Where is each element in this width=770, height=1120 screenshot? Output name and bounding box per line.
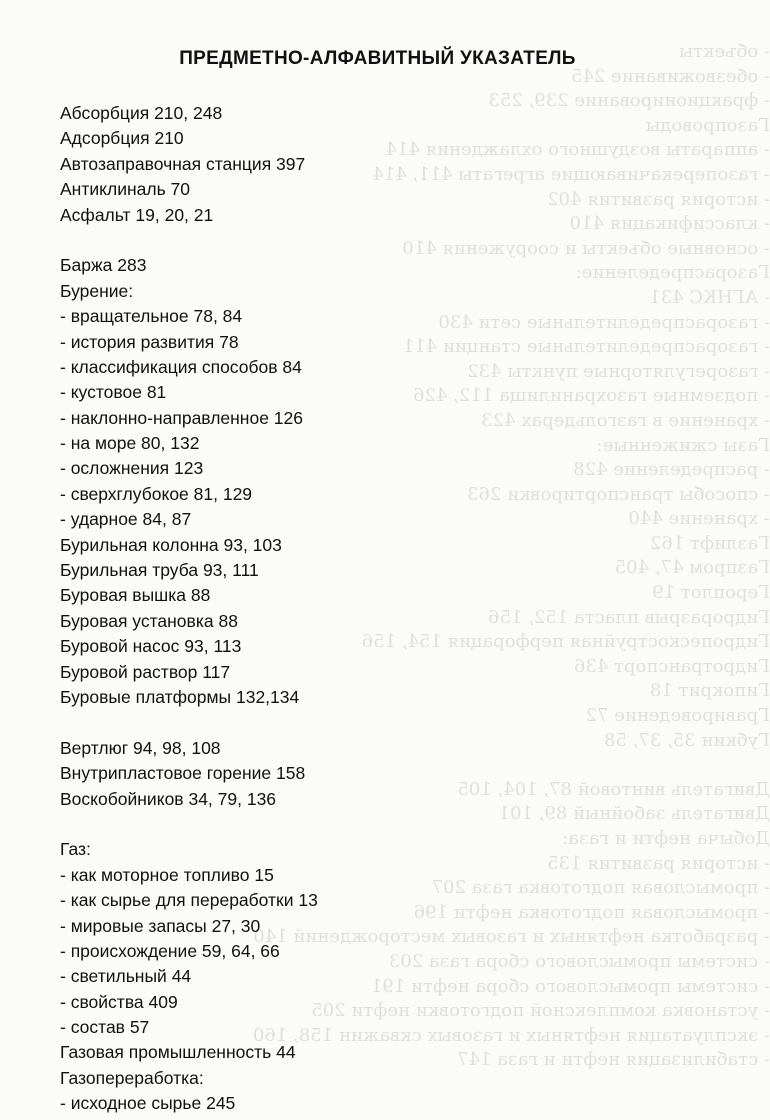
- index-entry: Внутрипластовое горение 158: [60, 763, 306, 784]
- index-entry: - сверхглубокое 81, 129: [60, 483, 253, 504]
- bleed-through-line: Двигатель винтовой 87, 104, 105: [457, 778, 770, 800]
- index-entry: Буровой насос 93, 113: [60, 636, 242, 657]
- bleed-through-line: - фракционирование 239, 253: [488, 90, 770, 112]
- bleed-through-line: Героплот 19: [652, 582, 770, 604]
- index-entry: - наклонно-направленное 126: [60, 407, 304, 428]
- bleed-through-line: Добыча нефти и газа:: [562, 828, 770, 849]
- bleed-through-line: - газораспределительные станции 411: [402, 336, 770, 358]
- bleed-through-line: - системы промыслового сбора нефти 191: [370, 975, 770, 997]
- index-entry: Автозаправочная станция 397: [60, 153, 306, 174]
- bleed-through-line: - промысловая подготовка нефти 196: [413, 901, 770, 923]
- bleed-through-line: Гидротранспорт 436: [573, 655, 770, 677]
- bleed-through-line: Газы сжиженные:: [596, 434, 770, 456]
- bleed-through-line: Газлифт 162: [649, 532, 770, 554]
- index-entry: Бурение:: [60, 280, 134, 301]
- bleed-through-line: - аппараты воздушного охлаждения 414: [385, 139, 770, 161]
- bleed-through-line: Гравироведение 72: [585, 705, 770, 727]
- index-entry: - исходное сырье 245: [60, 1093, 236, 1114]
- index-entry: - на море 80, 132: [60, 433, 200, 454]
- index-entry: - ударное 84, 87: [60, 509, 192, 530]
- index-entry: Антиклиналь 70: [60, 179, 191, 200]
- bleed-through-line: - установка комплексной подготовки нефти 205: [311, 1000, 770, 1022]
- index-entry: Бурильная труба 93, 111: [60, 560, 259, 581]
- bleed-through-line: - газоперекачивающие агрегаты 411, 414: [372, 163, 770, 185]
- index-entry: Буровые платформы 132,134: [60, 686, 300, 707]
- index-list: [60, 101, 420, 1117]
- index-entry: - кустовое 81: [60, 382, 167, 403]
- bleed-through-line: - промысловая подготовка газа 207: [431, 877, 770, 899]
- bleed-through-line: - способы транспортировки 263: [467, 483, 770, 505]
- bleed-through-line: - объекты: [678, 41, 770, 62]
- bleed-through-line: Двигатель забойный 89, 101: [498, 803, 770, 825]
- index-entry: Асфальт 19, 20, 21: [60, 204, 214, 225]
- index-entry: - классификация способов 84: [60, 356, 302, 377]
- bleed-through-line: - эксплуатация нефтяных и газовых скважин 158, 160: [252, 1024, 770, 1046]
- index-entry: Газовая промышленность 44: [60, 1042, 296, 1063]
- index-entry: - свойства 409: [60, 991, 178, 1012]
- index-entry: - история развития 78: [60, 331, 239, 352]
- index-entry: Вертлюг 94, 98, 108: [60, 737, 221, 758]
- index-entry: Буровой раствор 117: [60, 661, 231, 682]
- index-entry: - как сырье для переработки 13: [60, 890, 318, 911]
- index-entry: Бурильная колонна 93, 103: [60, 534, 282, 555]
- bleed-through-line: Газпром 47, 405: [614, 557, 770, 579]
- bleed-through-line: - разработка нефтяных и газовых месторождений 140: [253, 926, 770, 948]
- bleed-through-line: - АГНКС 431: [649, 286, 770, 308]
- bleed-through-line: - подземные газохранилища 112, 426: [413, 385, 770, 407]
- index-entry: - мировые запасы 27, 30: [60, 915, 261, 936]
- group-spacer: [60, 812, 420, 837]
- bleed-through-line: - обезвоживание 245: [570, 65, 770, 87]
- index-entry: - происхождение 59, 64, 66: [60, 940, 280, 961]
- index-entry: - как моторное топливо 15: [60, 864, 274, 885]
- index-entry: Буровая установка 88: [60, 610, 238, 631]
- bleed-through-line: - хранение в газгольдерах 423: [481, 409, 770, 431]
- index-entry: - осложнения 123: [60, 458, 204, 479]
- bleed-through-line: Газопроводы: [645, 114, 770, 136]
- index-entry: Газопереработка:: [60, 1067, 204, 1088]
- index-entry: Абсорбция 210, 248: [60, 103, 223, 123]
- group-spacer: [60, 710, 420, 735]
- bleed-through-line: Гидропескоструйная перфорация 154, 156: [361, 631, 770, 653]
- index-entry: Буровая вышка 88: [60, 585, 211, 606]
- index-entry: - светильный 44: [60, 966, 192, 987]
- bleed-through-line: - системы промыслового сбора газа 203: [388, 950, 770, 972]
- bleed-through-line: - распределение 428: [573, 459, 770, 481]
- bleed-through-line: - газораспределительные сети 430: [438, 311, 770, 333]
- index-entry: Адсорбция 210: [60, 128, 184, 149]
- bleed-through-line: - хранение 440: [628, 508, 770, 530]
- bleed-through-line: - история развития 402: [547, 188, 770, 210]
- bleed-through-line: Гидроразрыв пласта 152, 156: [488, 606, 770, 628]
- bleed-through-line: - стабилизация нефти и газа 147: [457, 1049, 770, 1071]
- bleed-through-line: - классификация 410: [569, 213, 770, 235]
- index-entry: Баржа 283: [60, 255, 147, 276]
- bleed-through-line: Губкин 35, 37, 58: [604, 729, 770, 751]
- group-spacer: [60, 228, 420, 253]
- index-entry: - состав 57: [60, 1017, 150, 1038]
- bleed-through-line: - основные объекты и сооружения 410: [402, 237, 770, 259]
- bleed-through-line: Газораспределение:: [575, 262, 770, 284]
- index-entry: - вращательное 78, 84: [60, 306, 243, 327]
- index-entry: Воскобойников 34, 79, 136: [60, 788, 277, 809]
- bleed-through-line: Гипокрит 18: [649, 680, 770, 702]
- page-title: ПРЕДМЕТНО-АЛФАВИТНЫЙ УКАЗАТЕЛЬ: [179, 48, 576, 69]
- bleed-through-line: - газорегуляторные пункты 432: [467, 360, 770, 382]
- index-entry: Газ:: [60, 839, 91, 860]
- bleed-through-line: - история развития 135: [547, 852, 770, 874]
